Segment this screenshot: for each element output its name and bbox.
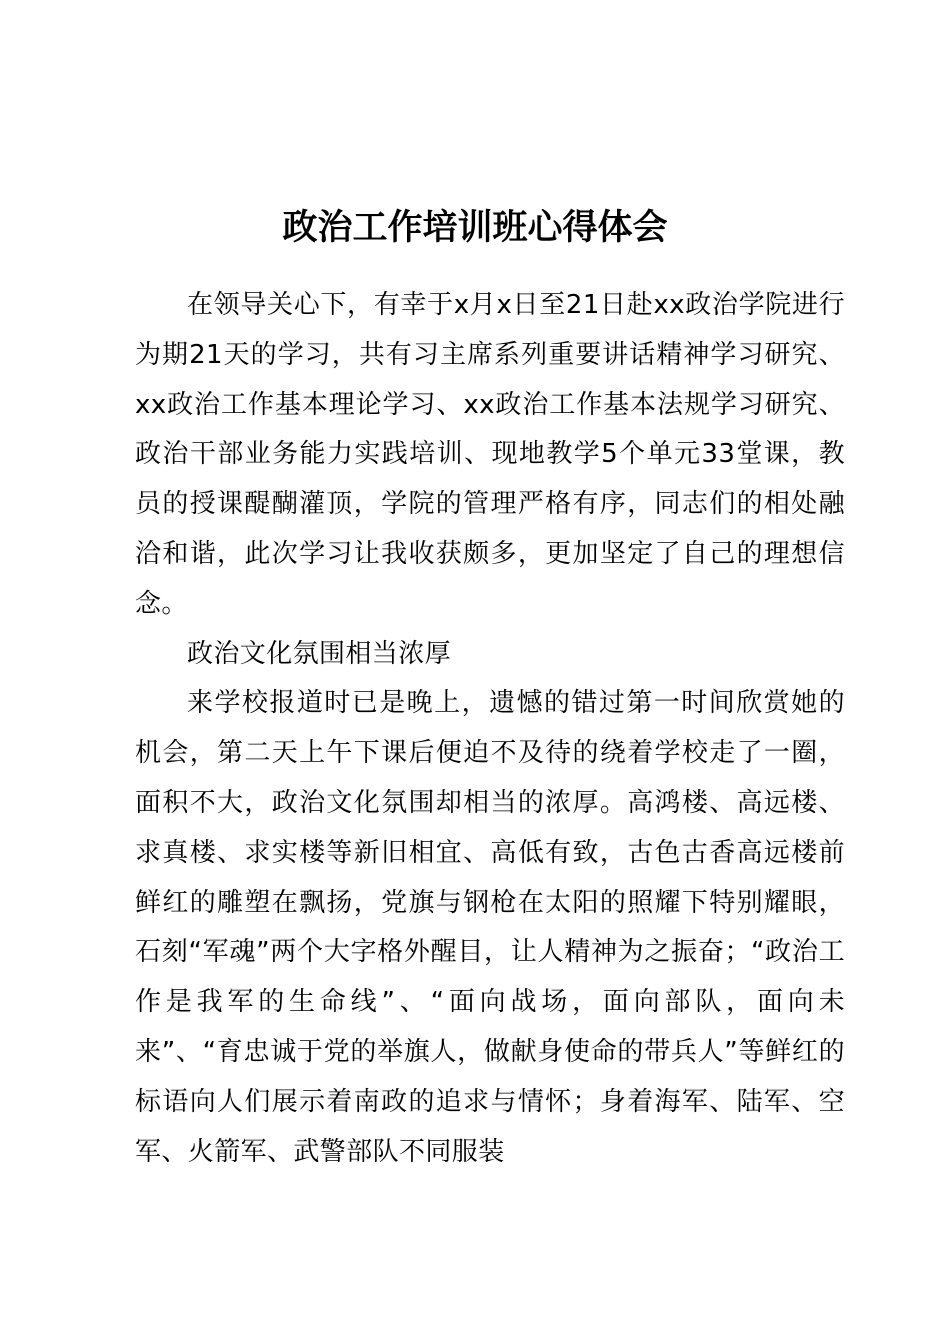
document-title: 政治工作培训班心得体会 <box>282 208 668 248</box>
document-body <box>135 281 845 1177</box>
section-heading: 政治文化氛围相当浓厚 <box>187 638 452 669</box>
paragraph-campus: 来学校报道时已是晚上，遗憾的错过第一时间欣赏她的机会，第二天上午下课后便迫不及待的绕着学校走了一圈，面积不大，政治文化氛围却相当的浓厚。高鸿楼、高远楼、求真楼、求实楼等新旧相宜、高低有致，古色古香高远楼前鲜红的雕塑在飘扬，党旗与钢枪在太阳的照耀下特别耀眼，石刻“军魂”两个大字格外醒目，让人精神为之振奋；“政治工作是我军的生命线”、“面向战场，面向部队，面向未来”、“育忠诚于党的举旗人，做献身使命的带兵人”等鲜红的标语向人们展示着南政的追求与情怀；身着海军、陆军、空军、火箭军、武警部队不同服装 <box>135 688 845 1167</box>
paragraph-intro: 在领导关心下，有幸于x月x日至21日赴xx政治学院进行为期21天的学习，共有习主席系列重要讲话精神学习研究、xx政治工作基本理论学习、xx政治工作基本法规学习研究、政治干部业务能力实践培训、现地教学5个单元33堂课，教员的授课醍醐灌顶，学院的管理严格有序，同志们的相处融洽和谐，此次学习让我收获颇多，更加坚定了自己的理想信念。 <box>135 290 845 619</box>
